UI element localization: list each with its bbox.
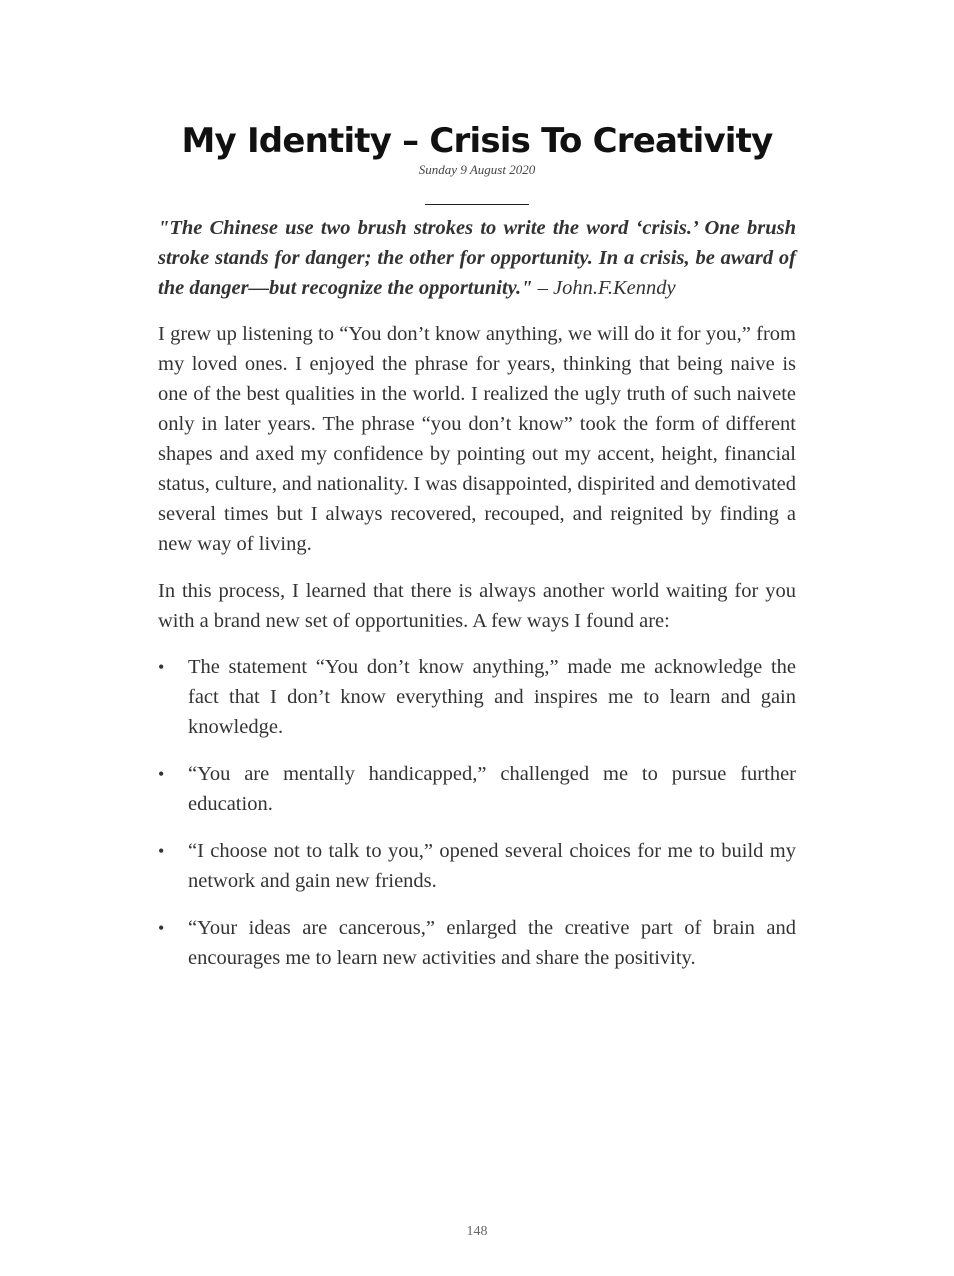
bullet-icon: • bbox=[158, 841, 165, 861]
quote-attribution: – John.F.Kenndy bbox=[532, 277, 676, 299]
list-item bbox=[158, 652, 796, 742]
page-number: 148 bbox=[466, 1224, 488, 1239]
list-item-text: “You are mentally handicapped,” challenged me to pursue further education. bbox=[188, 763, 796, 815]
list-item-text: The statement “You don’t know anything,” made me acknowledge the fact that I don’t know everything and inspires me to learn and gain knowledge. bbox=[188, 656, 796, 738]
list-item bbox=[158, 836, 796, 896]
article-title: My Identity – Crisis To Creativity bbox=[181, 121, 773, 161]
bullet-icon: • bbox=[158, 657, 165, 677]
list-item bbox=[158, 759, 796, 819]
title-divider bbox=[425, 204, 529, 205]
list-item-text: “I choose not to talk to you,” opened several choices for me to build my network and gain new friends. bbox=[188, 840, 796, 892]
ways-list bbox=[158, 652, 796, 973]
paragraph: I grew up listening to “You don’t know anything, we will do it for you,” from my loved ones. I enjoyed the phrase for years, thinking that being naive is one of the best qualities in the world. I realized the ugly truth of such naivete only in later years. The phrase “you don’t know” took the form of different shapes and axed my confidence by pointing out my accent, height, financial status, culture, and nationality. I was disappointed, dispirited and demotivated several times but I always recovered, recouped, and reignited by finding a new way of living. bbox=[158, 323, 797, 555]
bullet-icon: • bbox=[158, 764, 165, 784]
list-item bbox=[158, 913, 796, 973]
paragraph: In this process, I learned that there is always another world waiting for you with a brand new set of opportunities. A few ways I found are: bbox=[158, 580, 796, 632]
bullet-icon: • bbox=[158, 918, 165, 938]
list-item-text: “Your ideas are cancerous,” enlarged the creative part of brain and encourages me to learn new activities and share the positivity. bbox=[188, 917, 796, 969]
epigraph-quote bbox=[158, 213, 796, 303]
quote-text: "The Chinese use two brush strokes to write the word ‘crisis.’ One brush stroke stands for danger; the other for opportunity. In a crisis, be award of the danger—but recognize the opportunity." bbox=[158, 217, 796, 299]
article bbox=[158, 118, 796, 990]
article-date: Sunday 9 August 2020 bbox=[418, 162, 536, 177]
